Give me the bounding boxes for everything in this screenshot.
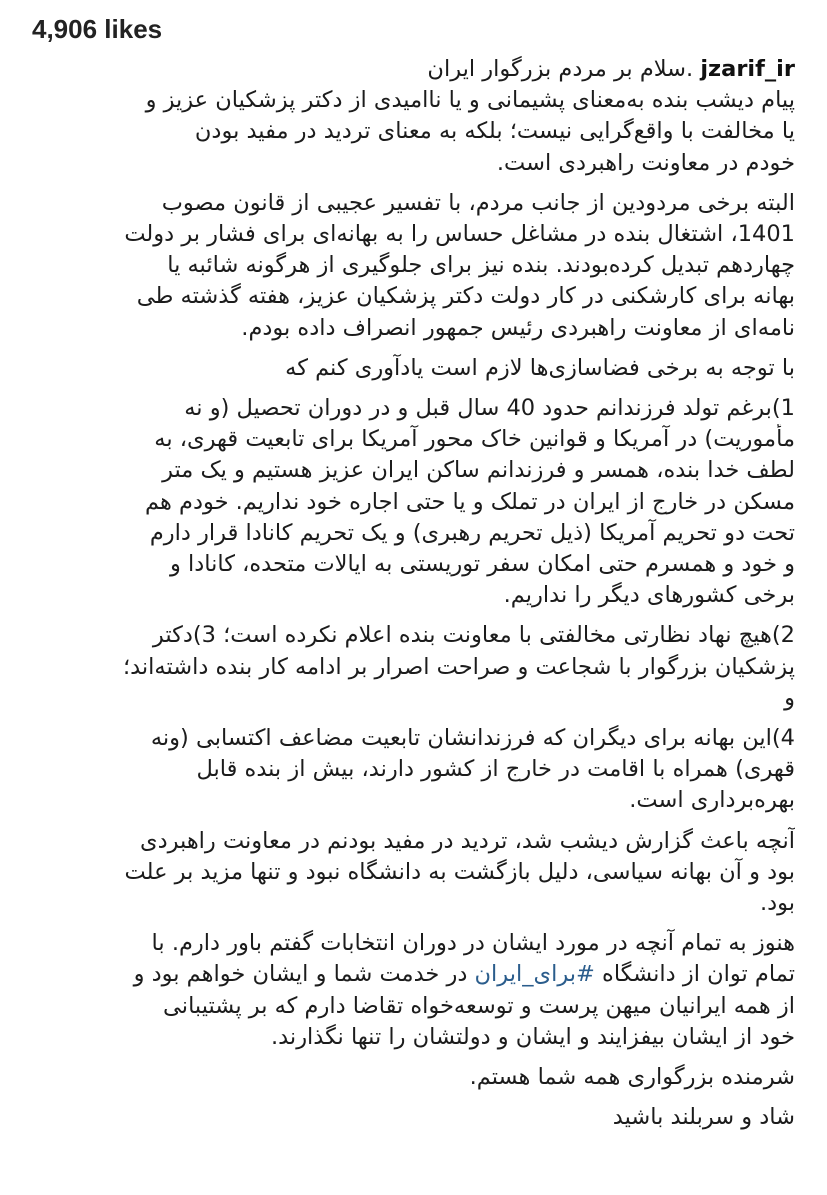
caption-line: 2)هیچ نهاد نظارتی مخالفتی با معاونت بنده اعلام نکرده است؛ 3)دکتر xyxy=(152,622,795,649)
paragraph-6 xyxy=(30,723,795,817)
hashtag-link[interactable]: #برای_ایران xyxy=(474,961,595,988)
caption-line: نامه‌ای از معاونت راهبردی رئیس جمهور انصراف داده بودم. xyxy=(241,314,795,341)
caption-line: پیام دیشب بنده به‌معنای پشیمانی و یا ناامیدی از دکتر پزشکیان عزیز و xyxy=(145,87,795,114)
caption-line: البته برخی مردودین از جانب مردم، با تفسیر عجیبی از قانون مصوب xyxy=(161,189,795,216)
paragraph-9 xyxy=(30,1062,795,1093)
caption-line: برخی کشورهای دیگر را نداریم. xyxy=(503,582,795,609)
paragraph-1 xyxy=(30,85,795,179)
caption-text xyxy=(30,54,795,1134)
caption-line: چهاردهم تبدیل کرده‌بودند. بنده نیز برای جلوگیری از هرگونه شائبه یا xyxy=(167,252,795,279)
caption-line: شاد و سربلند باشید xyxy=(612,1104,795,1131)
caption-line: خود از ایشان بیفزایند و ایشان و دولتشان را تنها نگذارند. xyxy=(270,1023,795,1050)
caption-first-line xyxy=(30,54,795,85)
greeting-text: .سلام بر مردم بزرگوار ایران xyxy=(427,56,694,82)
caption-line: با توجه به برخی فضاسازی‌ها لازم است یادآوری کنم که xyxy=(285,354,795,381)
caption-line: بود. xyxy=(759,890,795,917)
paragraph-5 xyxy=(30,620,795,714)
caption-line: تحت دو تحریم آمریکا (ذیل تحریم رهبری) و یک تحریم کانادا قرار دارم xyxy=(149,519,795,546)
paragraph-7 xyxy=(30,826,795,920)
caption-line: پزشکیان بزرگوار با شجاعت و صراحت اصرار بر ادامه کار بنده داشته‌اند؛ xyxy=(122,653,795,680)
caption-line: خودم در معاونت راهبردی است. xyxy=(496,149,795,176)
caption-line: 4)این بهانه برای دیگران که فرزندانشان تابعیت مضاعف اکتسابی (ونه xyxy=(150,725,795,752)
paragraph-4 xyxy=(30,393,795,611)
caption-line: یا مخالفت با واقع‌گرایی نیست؛ بلکه به معنای تردید در مفید بودن xyxy=(194,118,795,145)
paragraph-10 xyxy=(30,1102,795,1133)
caption-line: بهانه برای کارشکنی در کار دولت دکتر پزشکیان عزیز، هفته گذشته طی xyxy=(136,283,795,310)
caption-line: لطف خدا بنده، همسر و فرزندانم ساکن ایران عزیز هستیم و یک متر xyxy=(162,457,795,484)
caption-line: آنچه باعث گزارش دیشب شد، تردید در مفید بودنم در معاونت راهبردی xyxy=(139,827,795,854)
likes-count[interactable]: 4,906 likes xyxy=(32,14,163,44)
paragraph-2 xyxy=(30,188,795,344)
caption-line: بهره‌برداری است. xyxy=(629,787,795,814)
paragraph-8 xyxy=(30,928,795,1053)
caption-line: قهری) همراه با اقامت در خارج از کشور دارند، بیش از بنده قابل xyxy=(196,756,795,783)
hashtag-line-after: در خدمت شما و ایشان خواهم بود و xyxy=(133,961,475,988)
hashtag-line-before: تمام توان از دانشگاه xyxy=(594,961,795,988)
paragraph-3 xyxy=(30,353,795,384)
caption-line: مأموریت) در آمریکا و قوانین خاک محور آمریکا برای تابعیت قهری، به xyxy=(154,426,795,453)
caption-line-with-hashtag xyxy=(30,959,795,990)
caption-line: و خود و همسرم حتی امکان سفر توریستی به ایالات متحده، کانادا و xyxy=(170,551,795,578)
caption-line: 1)برغم تولد فرزندانم حدود 40 سال قبل و در دوران تحصیل (و نه xyxy=(184,395,795,422)
caption-line: شرمنده بزرگواری همه شما هستم. xyxy=(469,1064,795,1091)
caption-line: از همه ایرانیان میهن پرست و توسعه‌خواه تقاضا دارم که بر پشتیبانی xyxy=(163,992,795,1019)
caption-line: هنوز به تمام آنچه در مورد ایشان در دوران انتخابات گفتم باور دارم. با xyxy=(151,930,795,957)
caption-line: مسکن در خارج از ایران در تملک و یا حتی اجاره خود نداریم. خودم هم xyxy=(145,488,795,515)
caption-line: بود و آن بهانه سیاسی، دلیل بازگشت به دانشگاه نبود و تنها مزید بر علت xyxy=(124,858,795,885)
caption-line: 1401، اشتغال بنده در مشاغل حساس را به بهانه‌ای برای فشار بر دولت xyxy=(124,221,795,248)
username-link[interactable]: jzarif_ir xyxy=(700,56,795,82)
caption-line: و xyxy=(784,684,795,711)
